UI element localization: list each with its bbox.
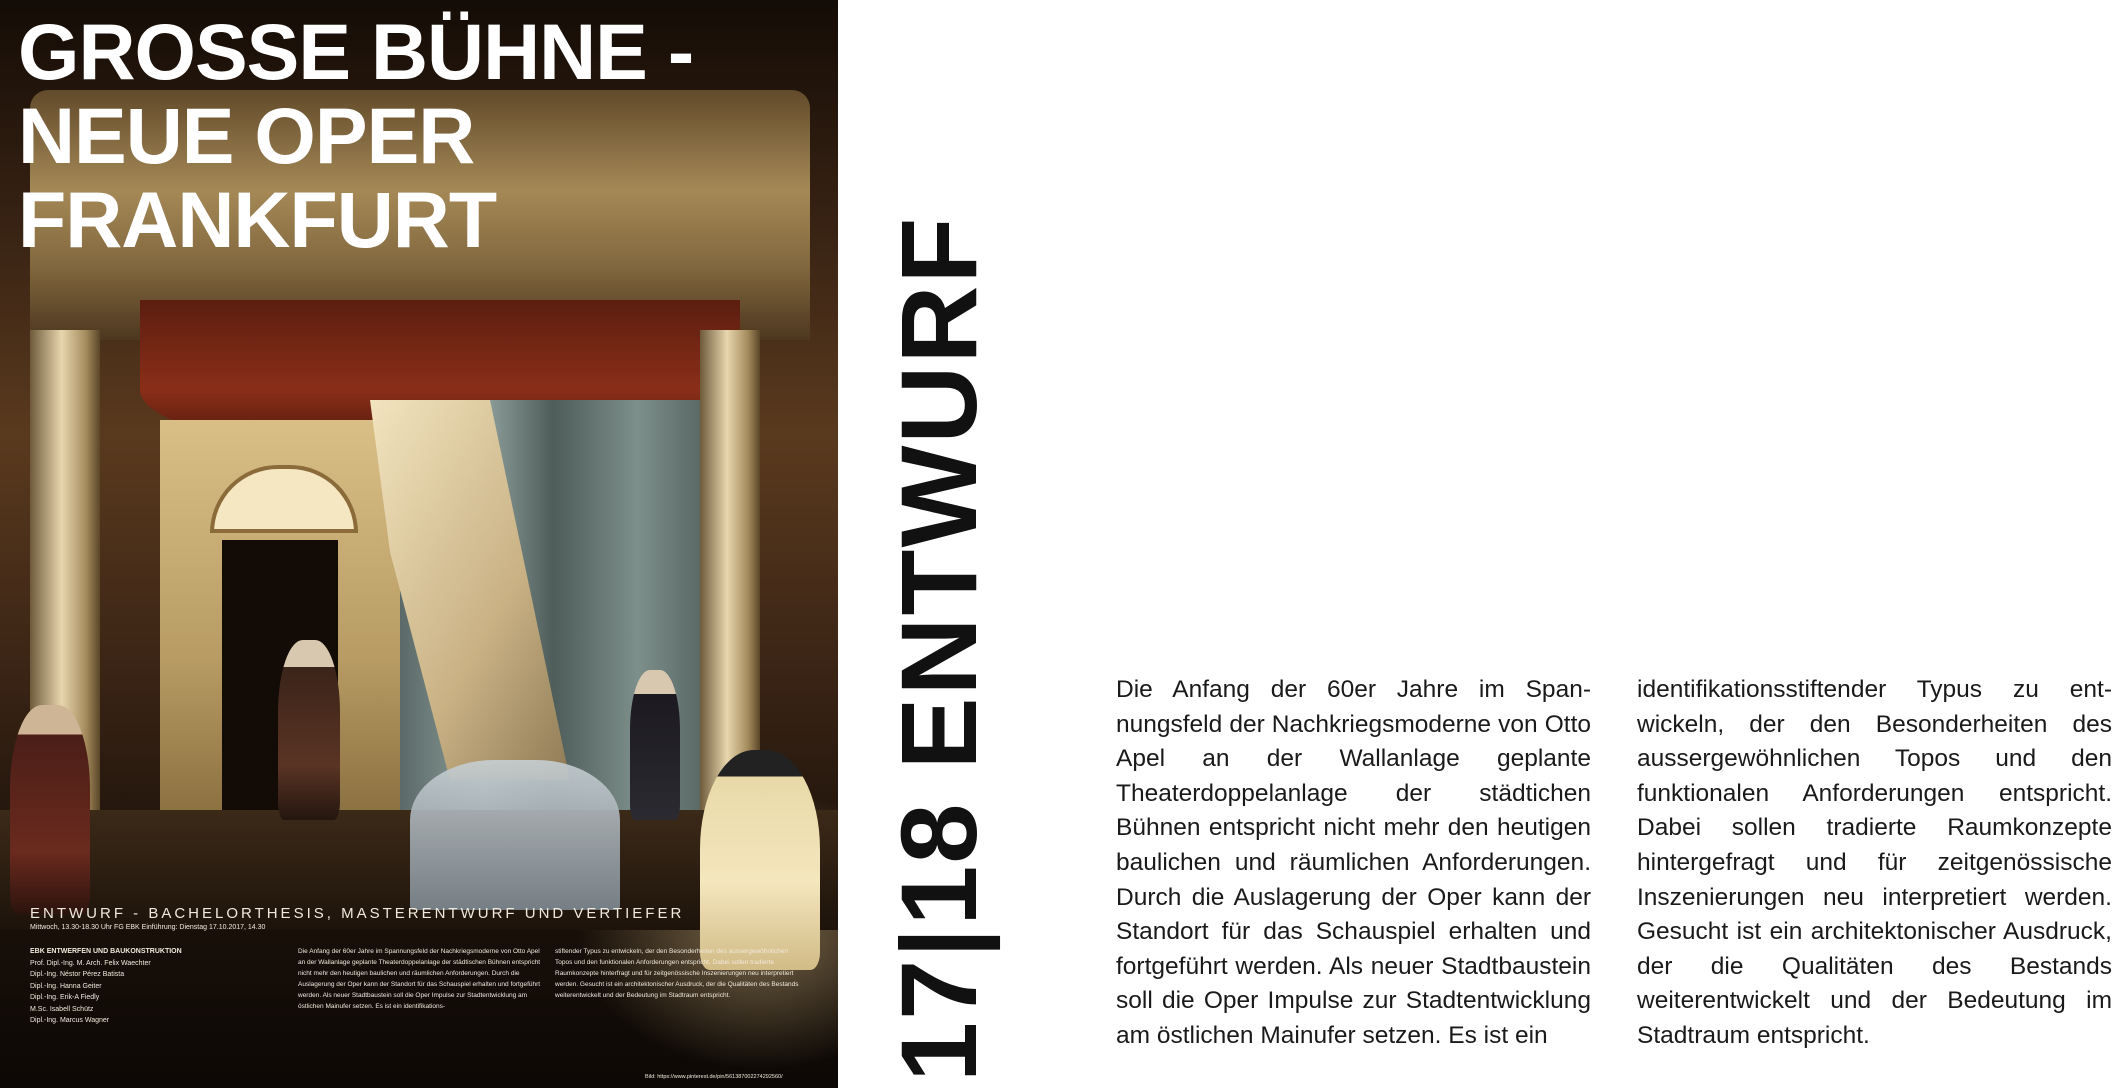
staff-member: Dipl.-Ing. Marcus Wagner [30,1017,110,1024]
staff-member: Dipl.-Ing. Néstor Pérez Batista [30,971,125,978]
poster-text-col-2: stiftender Typus zu entwickeln, der den Besonderheiten des aussergewöhnlichen Topos und den funktionalen Anforderungen entspricht. Dabei sollen tradierte Raumkonzepte hinterfragt und für zeitgenössische Inszenierungen neu interpretiert werden. Gesucht ist ein architektonischer Ausdruck, der die Qualitäten des Bestands weiterentwickelt und der Bedeutung im Stadtraum entspricht. [555,948,799,999]
poster-subtitle: ENTWURF - BACHELORTHESIS, MASTERENTWURF UND VERTIEFER [30,905,685,922]
staff-member: M.Sc. Isabell Schütz [30,1005,94,1013]
actor-figure [630,670,680,820]
staff-member: Dipl.-Ing. Hanna Geiter [30,982,102,990]
staff-heading: EBK ENTWERFEN UND BAUKONSTRUKTION [30,948,182,955]
actor-figure [278,640,340,820]
actress-figure [700,750,820,970]
poster-image [0,0,838,1088]
poster-staff-list [30,946,280,1027]
body-text-column-2: identifikationsstiftender Typus zu entwickeln, der den Besonderheiten des aussergewöhnlichen Topos und den funktionalen Anforderungen entspricht. Dabei sollen tradierte Raumkonzepte hintergefragt und für zeitgenössische Inszenierungen neu interpretiert werden. Gesucht ist ein architektonischer Ausdruck, der die Qualitäten des Bestands weiterentwickelt und der Bedeutung im Stadtraum entspricht. [1637,676,2112,1049]
image-credit: Bild: https://www.pinterest.de/pin/561387002274292560/ [645,1074,783,1080]
poster-title-line: FRANKFURT [18,175,497,264]
body-text-column-1: Die Anfang der 60er Jahre im Spannungsfeld der Nachkriegsmoderne von Otto Apel an der Wallanlage geplante Theaterdoppelanlage der städtichen Bühnen entspricht nicht mehr den heutigen baulichen und räumlichen Anforderungen. Durch die Auslagerung der Oper kann der Standort für das Schauspiel erhalten und fortgeführt werden. Als neuer Stadtbaustein soll die Oper Impulse zur Stadtentwicklung am östlichen Mainufer setzen. Es ist ein [1116,676,1591,1049]
poster-title [18,7,694,264]
staff-member: Dipl.-Ing. Erik-A Fiedly [30,994,100,1001]
poster-title-line: NEUE OPER [18,91,475,180]
actor-figure [10,705,90,915]
poster-schedule: Mittwoch, 13.30-18.30 Uhr FG EBK Einführung: Dienstag 17.10.2017, 14.30 [30,924,266,931]
poster-title-line: GROSSE BÜHNE - [18,7,694,96]
staff-member: Prof. Dipl.-Ing. M. Arch. Felix Waechter [30,959,151,967]
poster-text-col-1: Die Anfang der 60er Jahre im Spannungsfeld der Nachkriegsmoderne von Otto Apel an der Wallanlage geplante Theaterdoppelanlage der städtischen Bühnen entspricht nicht mehr den heutigen baulichen und räumlichen Anforderungen. Durch die Auslagerung der Oper kann der Standort für das Schauspiel erhalten und fortgeführt werden. Als neuer Stadtbaustein soll die Oper Impulse zur Stadtentwicklung am östlichen Mainufer setzen. Es ist ein identifikations- [298,948,541,1010]
section-title: 17|18 ENTWURF [878,215,999,1082]
throne-set [410,760,620,910]
